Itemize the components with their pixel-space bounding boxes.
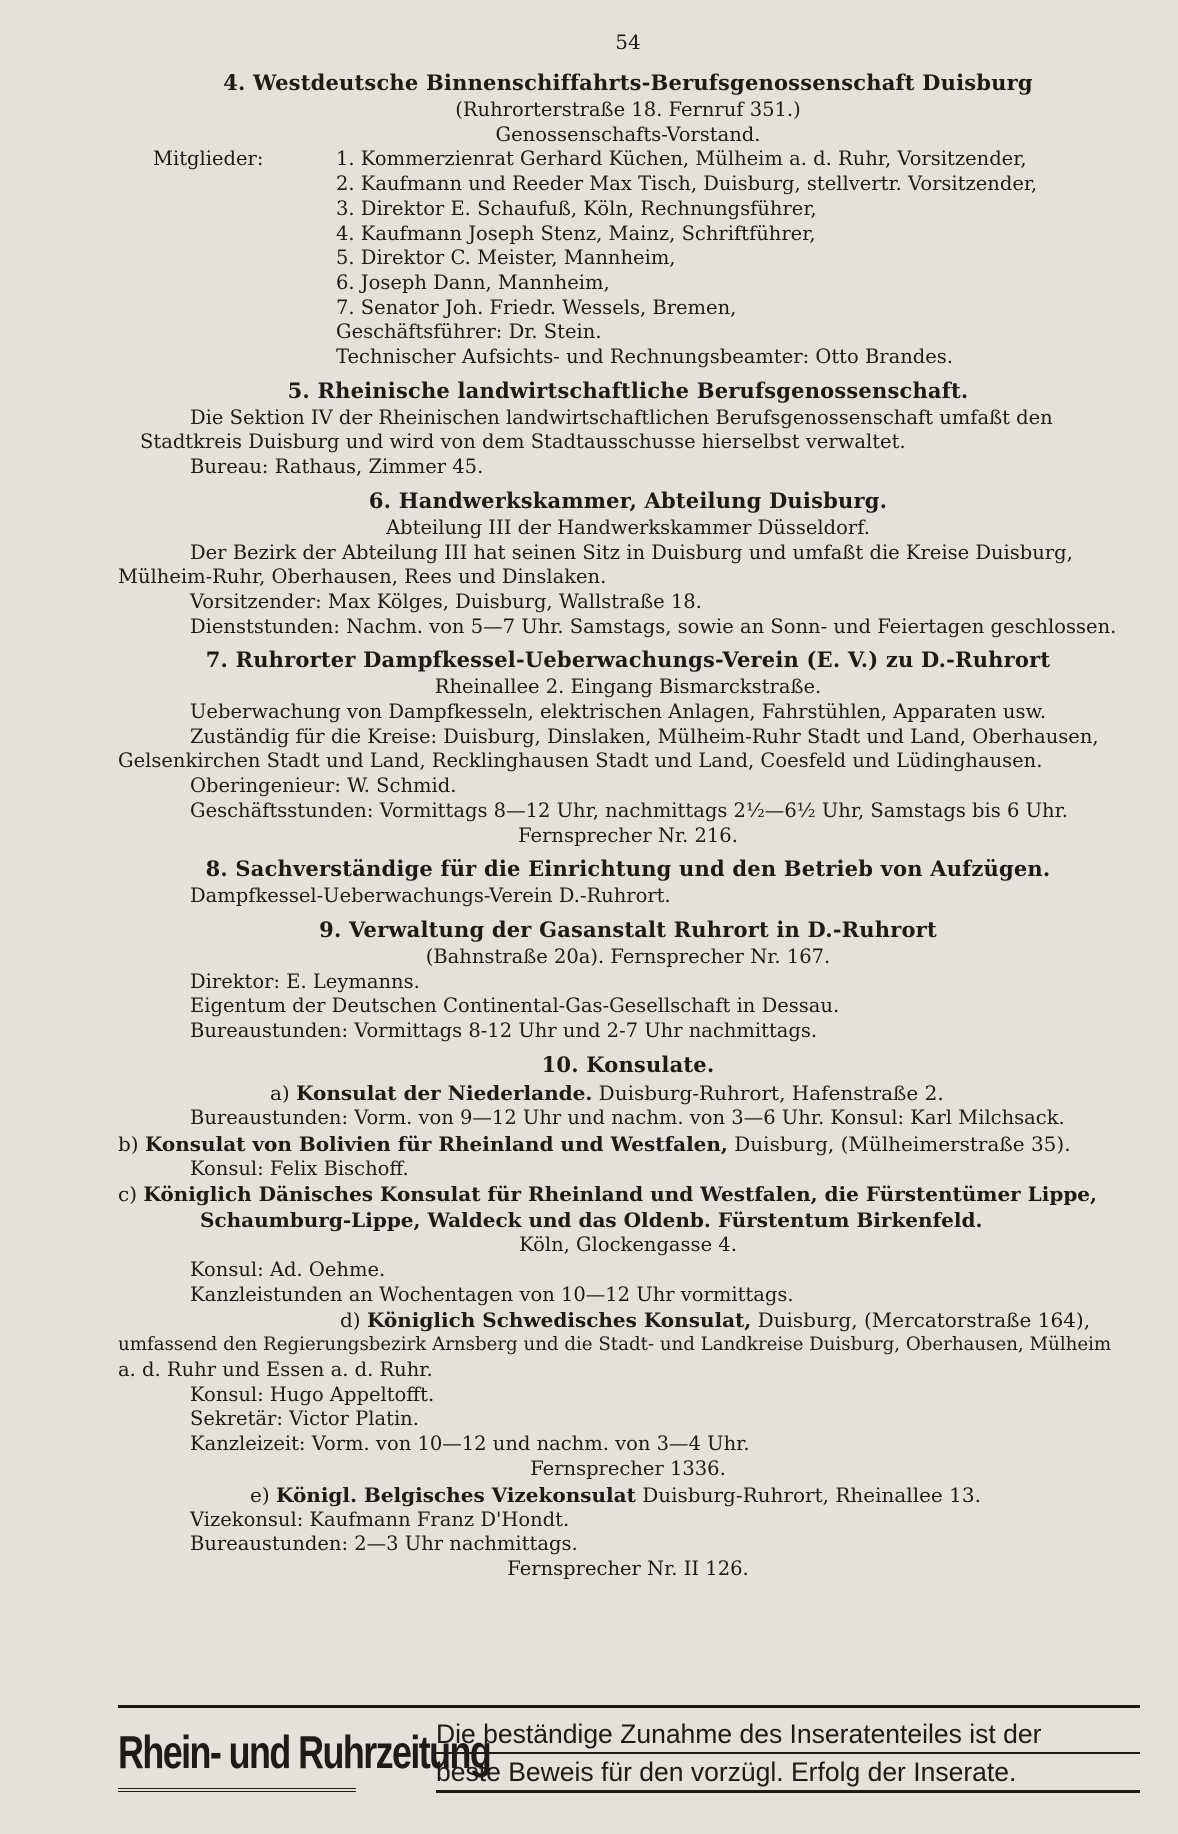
- section-10: [118, 1050, 1138, 1582]
- member-line: 6. Joseph Dann, Mannheim,: [336, 270, 610, 294]
- section-6-heading: 6. Handwerkskammer, Abteilung Duisburg.: [368, 487, 888, 513]
- section-6-chairman: Vorsitzender: Max Kölges, Duisburg, Wallstraße 18.: [190, 589, 702, 613]
- section-7-line: Gelsenkirchen Stadt und Land, Recklinghausen Stadt und Land, Coesfeld und Lüdinghausen.: [118, 749, 1043, 773]
- section-8: [118, 854, 1138, 909]
- consulate-c-hours: Kanzleistunden an Wochentagen von 10—12 Uhr vormittags.: [190, 1282, 794, 1306]
- consulate-c-consul: Konsul: Ad. Oehme.: [190, 1257, 386, 1281]
- ad-brand: Rhein- und Ruhrzeitung: [118, 1716, 356, 1792]
- section-7-line: Ueberwachung von Dampfkesseln, elektrischen Anlagen, Fahrstühlen, Apparaten usw.: [190, 700, 1047, 724]
- consulate-d-title: Königlich Schwedisches Konsulat,: [366, 1308, 752, 1333]
- consulate-d-consul: Konsul: Hugo Appeltofft.: [190, 1382, 435, 1406]
- member-line: 1. Kommerzienrat Gerhard Küchen, Mülheim a. d. Ruhr, Vorsitzender,: [336, 147, 1027, 171]
- section-8-line: Dampfkessel-Ueberwachungs-Verein D.-Ruhrort.: [190, 884, 671, 908]
- section-9-heading: 9. Verwaltung der Gasanstalt Ruhrort in D.-Ruhrort: [319, 916, 937, 942]
- section-9-address: (Bahnstraße 20a). Fernsprecher Nr. 167.: [425, 944, 831, 968]
- section-7-phone: Fernsprecher Nr. 216.: [518, 823, 738, 847]
- member-line: 4. Kaufmann Joseph Stenz, Mainz, Schriftführer,: [336, 221, 816, 245]
- item-mark: b): [118, 1131, 139, 1156]
- consulate-e-title: Königl. Belgisches Vizekonsulat: [276, 1482, 636, 1507]
- consulate-e: [118, 1482, 1138, 1508]
- consulate-a-address: Duisburg-Ruhrort, Hafenstraße 2.: [598, 1080, 944, 1105]
- consulate-d-address: Duisburg, (Mercatorstraße 164),: [757, 1308, 1091, 1333]
- consulate-b-address: Duisburg, (Mülheimerstraße 35).: [734, 1131, 1071, 1156]
- section-5-bureau: Bureau: Rathaus, Zimmer 45.: [190, 455, 484, 479]
- section-5-heading: 5. Rheinische landwirtschaftliche Berufsgenossenschaft.: [287, 377, 969, 403]
- section-5-line: Die Sektion IV der Rheinischen landwirtschaftlichen Berufsgenossenschaft umfaßt den: [190, 405, 1053, 429]
- consulate-a-title: Konsulat der Niederlande.: [296, 1080, 593, 1105]
- consulate-d-secretary: Sekretär: Victor Platin.: [190, 1407, 419, 1431]
- consulate-c-title-2: Schaumburg-Lippe, Waldeck und das Oldenb. Fürstentum Birkenfeld.: [200, 1208, 983, 1233]
- consulate-c: [118, 1181, 1138, 1207]
- section-4-address: (Ruhrorterstraße 18. Fernruf 351.): [455, 98, 801, 121]
- section-4-board: Genossenschafts-Vorstand.: [495, 122, 761, 146]
- section-9-owner: Eigentum der Deutschen Continental-Gas-Gesellschaft in Dessau.: [190, 994, 840, 1018]
- manager-line: Geschäftsführer: Dr. Stein.: [336, 320, 602, 344]
- member-line: 2. Kaufmann und Reeder Max Tisch, Duisburg, stellvertr. Vorsitzender,: [336, 172, 1038, 196]
- advertisement: [118, 1705, 1140, 1800]
- section-7-hours: Geschäftsstunden: Vormittags 8—12 Uhr, nachmittags 2½—6½ Uhr, Samstags bis 6 Uhr.: [190, 798, 1068, 822]
- section-7-engineer: Oberingenieur: W. Schmid.: [190, 774, 457, 798]
- item-mark: e): [250, 1482, 270, 1507]
- section-10-heading: 10. Konsulate.: [541, 1051, 715, 1077]
- consulate-a: [118, 1080, 1138, 1106]
- consulate-c-address: Köln, Glockengasse 4.: [519, 1233, 737, 1257]
- members-label: Mitglieder:: [153, 147, 264, 171]
- consulate-a-hours: Bureaustunden: Vorm. von 9—12 Uhr und nachm. von 3—6 Uhr. Konsul: Karl Milchsack.: [190, 1105, 1065, 1129]
- section-5: [118, 376, 1138, 480]
- item-mark: c): [118, 1182, 138, 1207]
- consulate-e-address: Duisburg-Ruhrort, Rheinallee 13.: [642, 1482, 981, 1507]
- consulate-d-phone: Fernsprecher 1336.: [530, 1456, 726, 1480]
- officer-line: Technischer Aufsichts- und Rechnungsbeamter: Otto Brandes.: [336, 345, 954, 369]
- section-9-director: Direktor: E. Leymanns.: [190, 969, 420, 993]
- section-8-heading: 8. Sachverständige für die Einrichtung und den Betrieb von Aufzügen.: [205, 856, 1051, 882]
- ad-line-2: beste Beweis für den vorzügl. Erfolg der Inserate.: [436, 1752, 1140, 1793]
- section-7-address: Rheinallee 2. Eingang Bismarckstraße.: [434, 675, 822, 699]
- consulate-c-title-cont: [118, 1207, 1138, 1233]
- member-line: 5. Direktor C. Meister, Mannheim,: [336, 246, 676, 270]
- section-5-line: Stadtkreis Duisburg und wird von dem Stadtausschusse hierselbst verwaltet.: [140, 430, 906, 454]
- ad-text: [436, 1716, 1140, 1793]
- consulate-e-viceconsul: Vizekonsul: Kaufmann Franz D'Hondt.: [190, 1507, 570, 1531]
- section-6-hours: Dienststunden: Nachm. von 5—7 Uhr. Samstags, sowie an Sonn- und Feiertagen geschlossen.: [190, 614, 1117, 638]
- item-mark: a): [270, 1080, 290, 1105]
- section-6-line: Abteilung III der Handwerkskammer Düsseldorf.: [386, 515, 870, 539]
- section-4: [118, 68, 1138, 370]
- consulate-e-phone: Fernsprecher Nr. II 126.: [507, 1556, 749, 1580]
- page-number: 54: [615, 30, 641, 54]
- item-mark: d): [340, 1308, 361, 1333]
- consulate-b: [118, 1131, 1138, 1157]
- consulate-d-hours: Kanzleizeit: Vorm. von 10—12 und nachm. von 3—4 Uhr.: [190, 1432, 750, 1456]
- section-9-hours: Bureaustunden: Vormittags 8-12 Uhr und 2-7 Uhr nachmittags.: [190, 1019, 818, 1043]
- consulate-d-line: umfassend den Regierungsbezirk Arnsberg und die Stadt- und Landkreise Duisburg, Oberhausen, Mülheim: [118, 1334, 1112, 1356]
- section-6: [118, 486, 1138, 640]
- section-6-line: Der Bezirk der Abteilung III hat seinen Sitz in Duisburg und umfaßt die Kreise Duisburg,: [190, 540, 1073, 564]
- section-4-heading: 4. Westdeutsche Binnenschiffahrts-Berufsgenossenschaft Duisburg: [223, 70, 1033, 95]
- section-7-line: Zuständig für die Kreise: Duisburg, Dinslaken, Mülheim-Ruhr Stadt und Land, Oberhausen,: [190, 724, 1099, 748]
- section-7: [118, 645, 1138, 848]
- ad-line-1: Die beständige Zunahme des Inseratenteiles ist der: [436, 1719, 1042, 1749]
- section-6-line: Mülheim-Ruhr, Oberhausen, Rees und Dinslaken.: [118, 565, 607, 589]
- consulate-d: [118, 1307, 1138, 1333]
- consulate-b-title: Konsulat von Bolivien für Rheinland und Westfalen,: [144, 1131, 728, 1156]
- consulate-c-title: Königlich Dänisches Konsulat für Rheinland und Westfalen, die Fürstentümer Lippe,: [143, 1182, 1097, 1207]
- section-9: [118, 915, 1138, 1044]
- section-4-members: [118, 147, 1138, 369]
- consulate-b-consul: Konsul: Felix Bischoff.: [190, 1156, 409, 1180]
- section-7-heading: 7. Ruhrorter Dampfkessel-Ueberwachungs-Verein (E. V.) zu D.-Ruhrort: [205, 647, 1051, 673]
- member-line: 7. Senator Joh. Friedr. Wessels, Bremen,: [336, 295, 737, 319]
- consulate-e-hours: Bureaustunden: 2—3 Uhr nachmittags.: [190, 1532, 578, 1556]
- consulate-d-line: a. d. Ruhr und Essen a. d. Ruhr.: [118, 1358, 433, 1382]
- member-line: 3. Direktor E. Schaufuß, Köln, Rechnungsführer,: [336, 196, 817, 220]
